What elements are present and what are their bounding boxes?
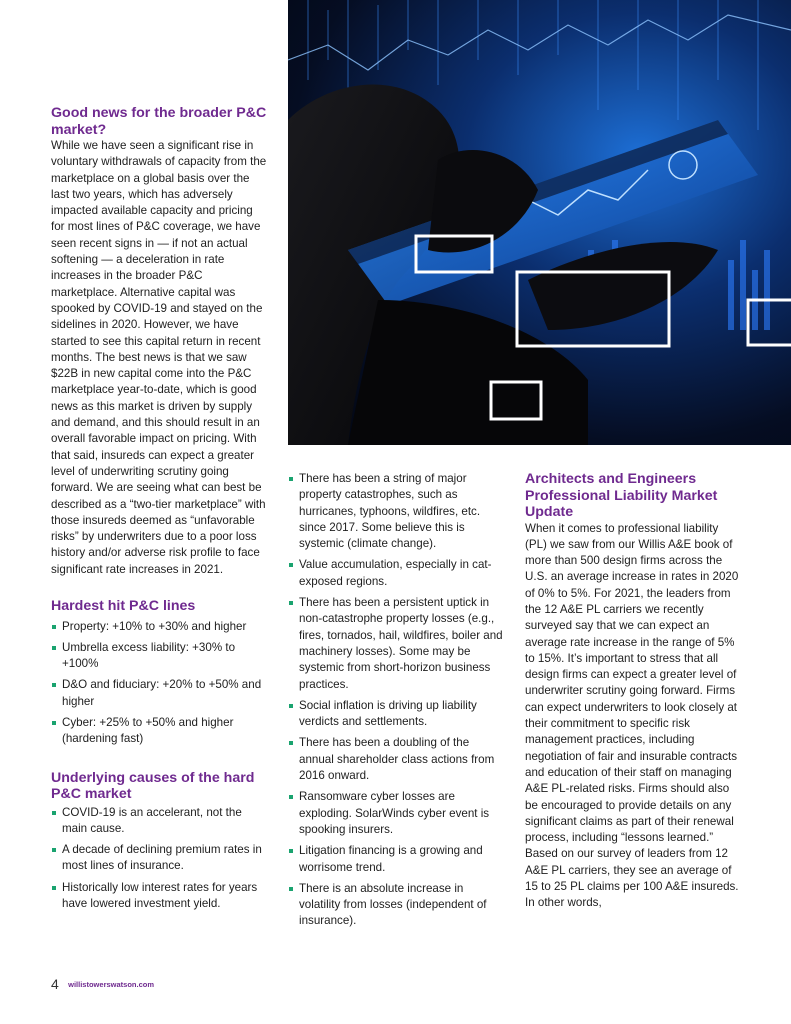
footer-url-link[interactable]: willistowerswatson.com (68, 980, 154, 989)
right-column (525, 471, 743, 912)
good-news-body: While we have seen a significant rise in voluntary withdrawals of capacity from the marketplace on a global basis over the last two years, which has adversely impacted available capacity and pricing for most lines of P&C coverage, we have seen recent signs in — if not an actual softening — a deceleration in rate increases in the broader P&C marketplace. Alternative capital was spooked by COVID-19 and stayed on the sidelines in 2020. However, we have started to see this capital return in recent months. The best news is that we saw $22B in new capital come into the P&C marketplace year-to-date, which is good news as this market is driven by supply and demand, and this should result in an overall favorable impact on pricing. With that said, insureds can expect a greater level of underwriting scrutiny going forward. We are seeing what can best be described as a “two-tier marketplace” with those insureds deemed as “unfavorable risks” by underwriters due to a poor loss history and/or adverse risk profile to face significant rate increases in 2021. (51, 139, 267, 576)
list-item: Litigation financing is a growing and worrisome trend. (288, 843, 506, 876)
list-item: There is an absolute increase in volatility from losses (independent of insurance). (288, 881, 506, 930)
underlying-causes-heading: Underlying causes of the hard P&C market (51, 769, 255, 803)
list-item: Property: +10% to +30% and higher (51, 619, 268, 635)
list-item: There has been a persistent uptick in non-catastrophe property losses (e.g., fires, tornados, hail, wildfires, boiler and machinery losses). Some may be systemic from short-horizon business practices. (288, 595, 506, 693)
list-item: Value accumulation, especially in cat-exposed regions. (288, 557, 506, 590)
good-news-heading: Good news for the broader P&C market? (51, 105, 267, 138)
list-item: There has been a string of major property catastrophes, such as hurricanes, typhoons, wildfires, etc. since 2017. Some believe this is systemic (climate change). (288, 471, 506, 552)
architects-engineers-heading: Architects and Engineers Professional Liability Market Update (525, 471, 718, 520)
list-item: D&O and fiduciary: +20% to +50% and higher (51, 677, 268, 710)
hero-photo (288, 0, 791, 445)
list-item: A decade of declining premium rates in most lines of insurance. (51, 842, 268, 875)
list-item: Umbrella excess liability: +30% to +100% (51, 640, 268, 673)
architects-engineers-body: When it comes to professional liability (PL) we saw from our Willis A&E book of more than 500 design firms across the U.S. an average increase in rates in 2020 of 0% to 5%. For 2021, the leaders from the 12 A&E PL carriers we recently surveyed say that we can expect an average rate increase in the range of 5% to 15%. It’s important to stress that all design firms can expect a greater level of underwriter scrutiny going forward. Firms can expect underwriters to look closely at their commitment to specific risk management practices, including negotiation of fair and insurable contracts and education of their staff on managing A&E PL-related risks. Firms should also be encouraged to provide details on any significant claims as part of their renewal process, including “lessons learned.” Based on our survey of leaders from 12 A&E PL carriers, they see an average of 15 to 25 PL claims per 100 A&E insureds. In other words, (525, 521, 739, 910)
list-item: COVID-19 is an accelerant, not the main cause. (51, 805, 268, 838)
list-item: There has been a doubling of the annual shareholder class actions from 2016 onward. (288, 735, 506, 784)
page-number: 4 (51, 976, 59, 992)
list-item: Ransomware cyber losses are exploding. SolarWinds cyber event is spooking insurers. (288, 789, 506, 838)
causes-continued-list (288, 471, 506, 930)
middle-column (288, 471, 506, 935)
list-item: Historically low interest rates for years have lowered investment yield. (51, 880, 268, 913)
hardest-hit-list (51, 619, 268, 748)
hardest-hit-heading: Hardest hit P&C lines (51, 598, 196, 615)
hero-photo-art (288, 0, 791, 445)
list-item: Cyber: +25% to +50% and higher (hardening fast) (51, 715, 268, 748)
left-column (51, 105, 268, 917)
list-item: Social inflation is driving up liability verdicts and settlements. (288, 698, 506, 731)
underlying-causes-list (51, 805, 268, 913)
page-footer (51, 976, 154, 992)
